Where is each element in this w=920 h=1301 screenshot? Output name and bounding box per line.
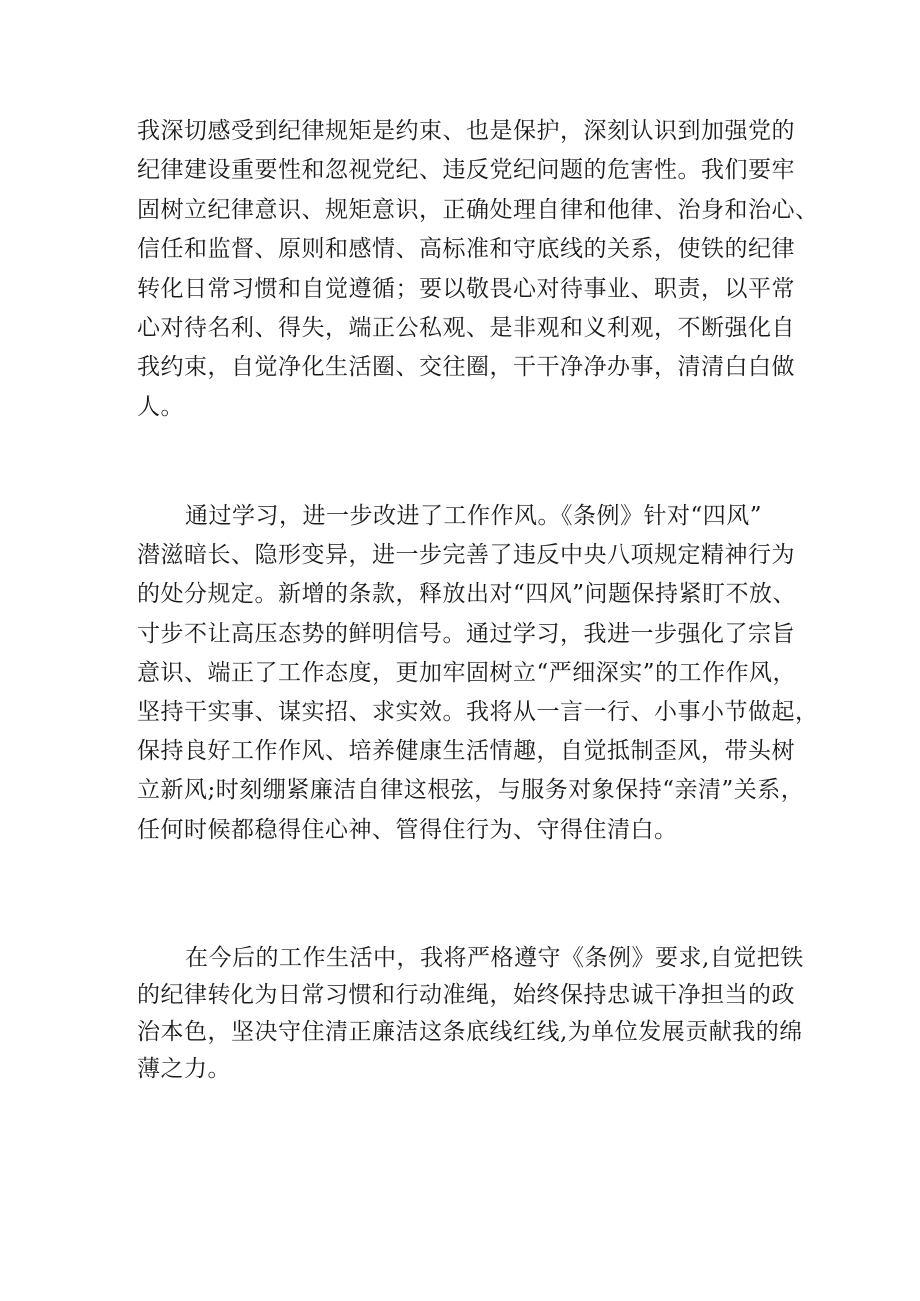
text-line: 保持良好工作作风、培养健康生活情趣，自觉抵制歪风，带头树 xyxy=(137,738,795,765)
text-line: 我约束，自觉净化生活圈、交往圈，干干净净办事，清清白白做 xyxy=(137,354,795,381)
text-line: 薄之力。 xyxy=(137,1056,231,1082)
paragraph-future-commitment xyxy=(137,940,804,1088)
paragraph-work-style xyxy=(137,497,819,850)
text-line: 立新风;时刻绷紧廉洁自律这根弦，与服务对象保持“亲清”关系， xyxy=(137,777,805,804)
text-line: 潜滋暗长、隐形变异，进一步完善了违反中央八项规定精神行为 xyxy=(137,542,795,569)
paragraph-discipline-awareness xyxy=(137,112,819,427)
text-line: 的处分规定。新增的条款，释放出对“四风”问题保持紧盯不放、 xyxy=(137,581,797,608)
text-line: 治本色，坚决守住清正廉洁这条底线红线,为单位发展贡献我的绵 xyxy=(137,1019,803,1045)
text-line: 信任和监督、原则和感情、高标准和守底线的关系，使铁的纪律 xyxy=(137,236,795,263)
text-line: 转化日常习惯和自觉遵循；要以敬畏心对待事业、职责，以平常 xyxy=(137,275,795,302)
text-line: 我深切感受到纪律规矩是约束、也是保护，深刻认识到加强党的 xyxy=(137,118,795,144)
text-line: 意识、端正了工作态度，更加牢固树立“严细深实”的工作作风， xyxy=(137,659,797,686)
text-line: 人。 xyxy=(137,393,184,420)
text-line: 固树立纪律意识、规矩意识，正确处理自律和他律、治身和治心、 xyxy=(137,196,819,223)
text-line: 任何时候都稳得住心神、管得住行为、守得住清白。 xyxy=(137,816,678,843)
text-line: 在今后的工作生活中，我将严格遵守《条例》要求,自觉把铁 xyxy=(185,945,804,971)
text-line: 的纪律转化为日常习惯和行动准绳，始终保持忠诚干净担当的政 xyxy=(137,982,795,1008)
text-line: 通过学习，进一步改进了工作作风。《条例》针对“四风” xyxy=(185,503,763,529)
text-line: 寸步不让高压态势的鲜明信号。通过学习，我进一步强化了宗旨 xyxy=(137,620,795,647)
text-line: 坚持干实事、谋实招、求实效。我将从一言一行、小事小节做起， xyxy=(137,698,819,725)
text-line: 纪律建设重要性和忽视党纪、违反党纪问题的危害性。我们要牢 xyxy=(137,157,795,184)
text-line: 心对待名利、得失，端正公私观、是非观和义利观，不断强化自 xyxy=(137,314,795,341)
